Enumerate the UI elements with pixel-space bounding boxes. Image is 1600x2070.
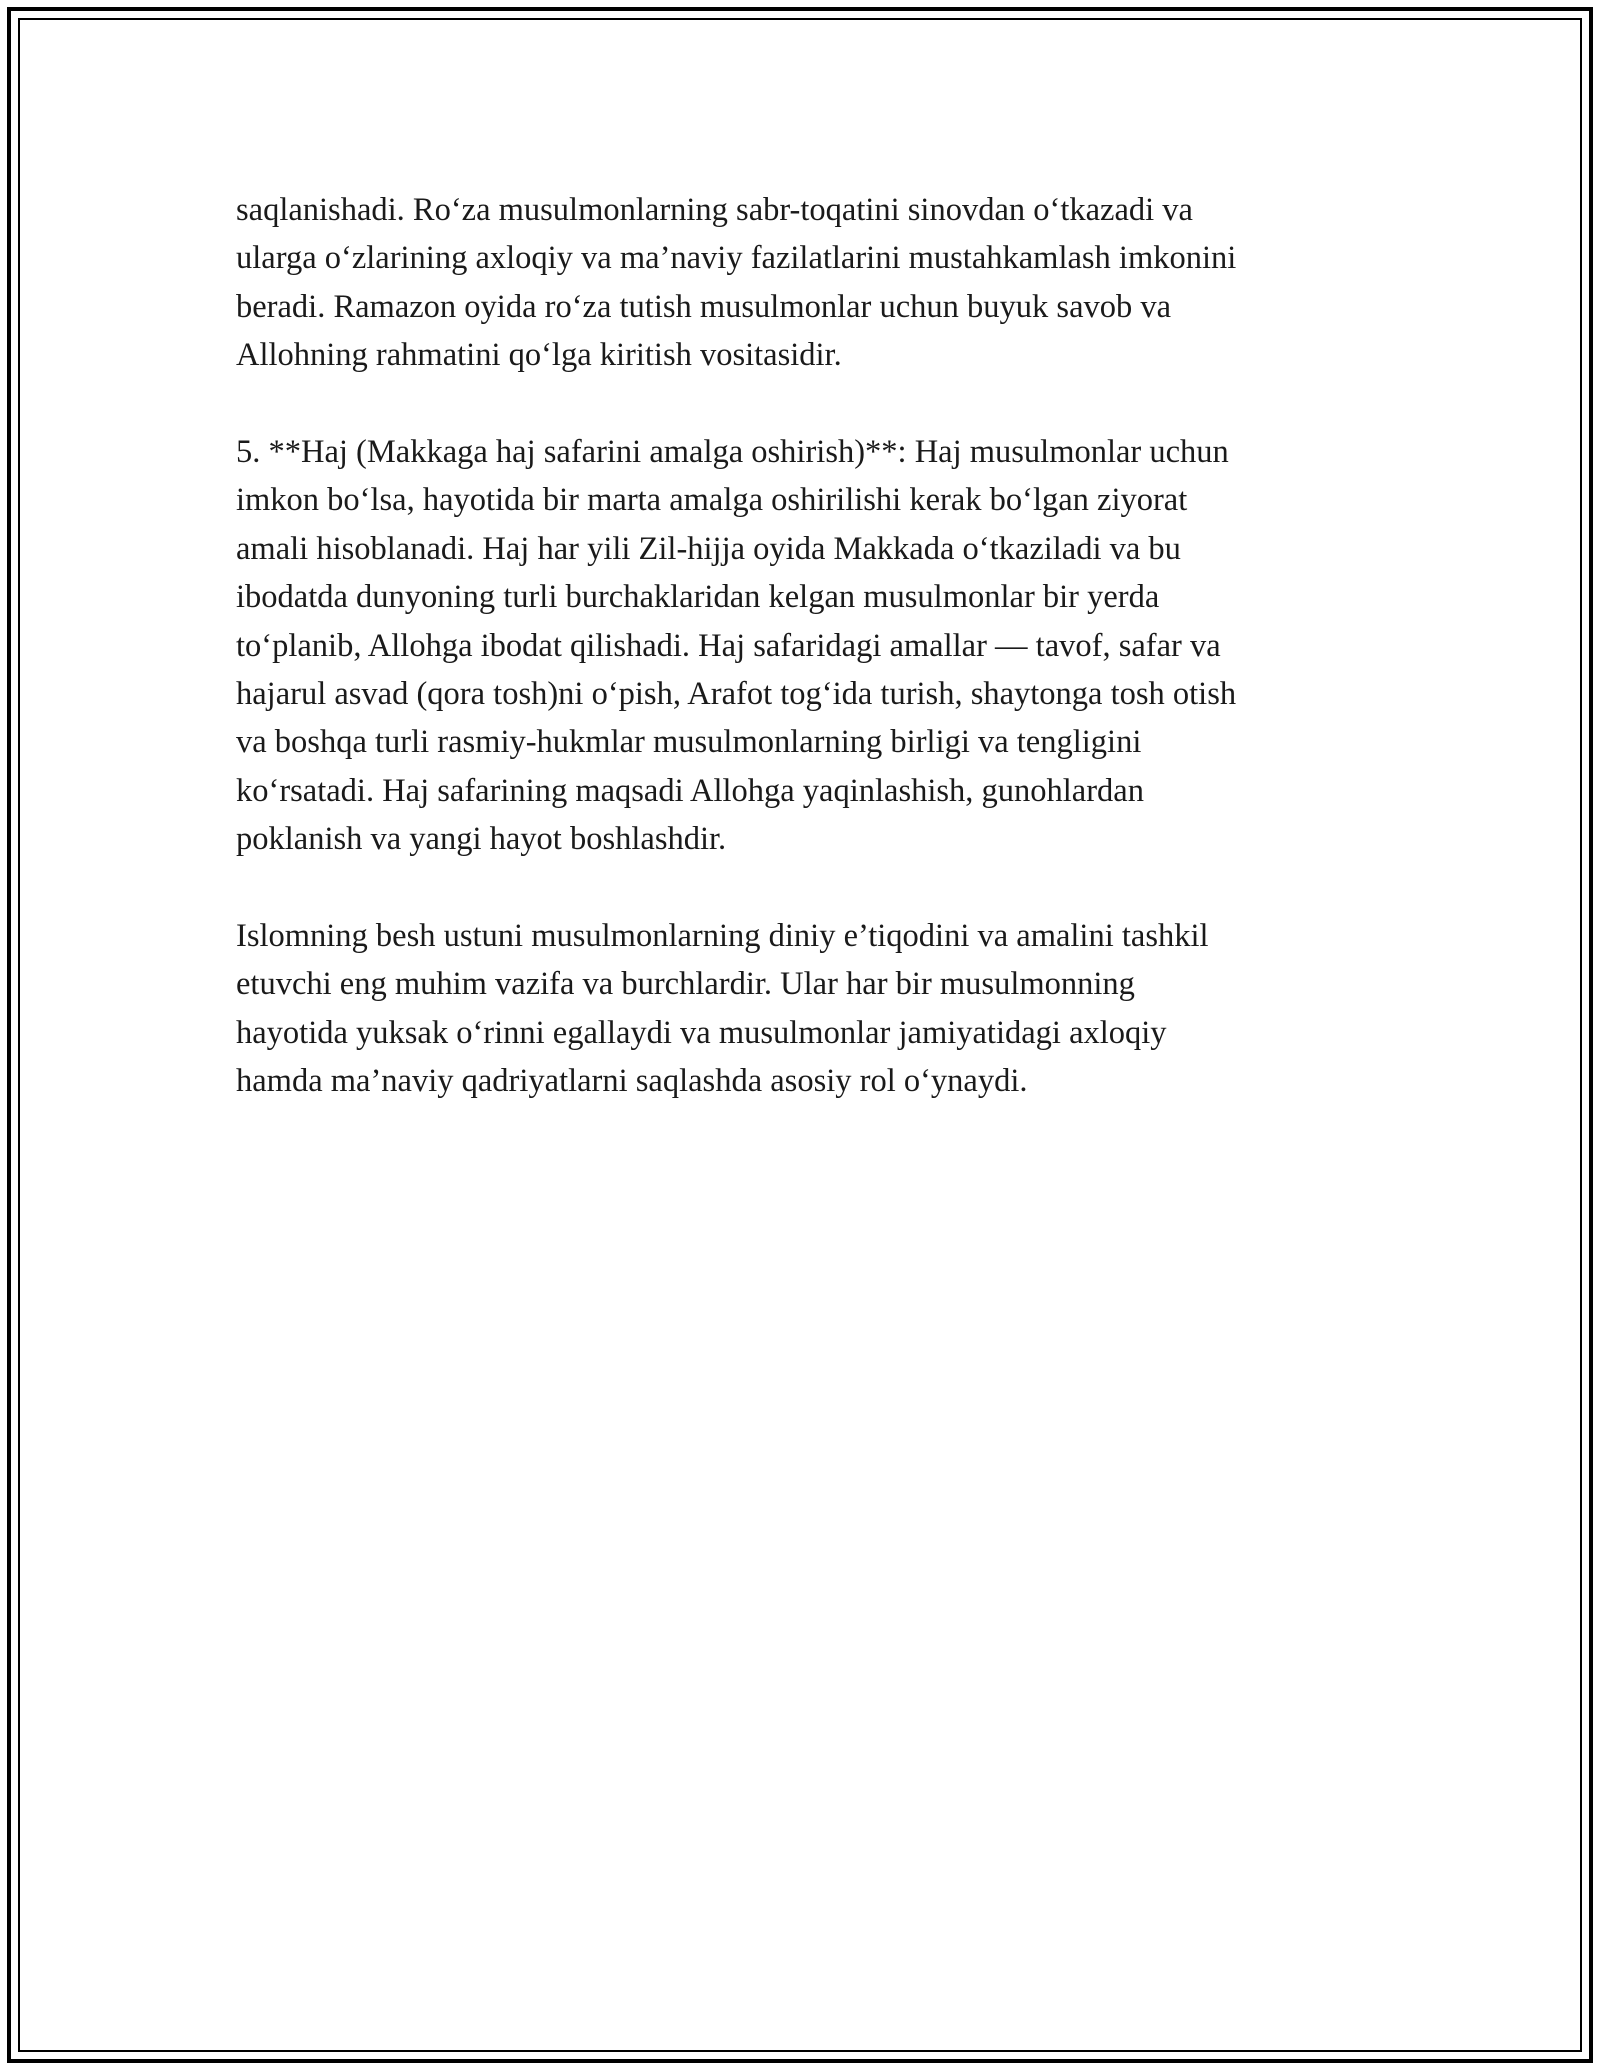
- text-line: hajarul asvad (qora tosh)ni o‘pish, Arafot tog‘ida turish, shaytonga tosh otish: [236, 676, 1237, 713]
- paragraph-haj: [236, 428, 1386, 864]
- text-line: imkon bo‘lsa, hayotida bir marta amalga oshirilishi kerak bo‘lgan ziyorat: [236, 482, 1188, 519]
- text-line: Allohning rahmatini qo‘lga kiritish vositasidir.: [236, 337, 842, 374]
- text-line: saqlanishadi. Ro‘za musulmonlarning sabr-toqatini sinovdan o‘tkazadi va: [236, 192, 1193, 228]
- text-line: 5. **Haj (Makkaga haj safarini amalga oshirish)**: Haj musulmonlar uchun: [236, 434, 1229, 471]
- document-body: [236, 186, 1386, 1154]
- text-line: Islomning besh ustuni musulmonlarning diniy e’tiqodini va amalini tashkil: [236, 918, 1209, 955]
- text-line: poklanish va yangi hayot boshlashdir.: [236, 821, 727, 858]
- paragraph-ramazon: [236, 186, 1386, 380]
- text-line: ibodatda dunyoning turli burchaklaridan kelgan musulmonlar bir yerda: [236, 579, 1160, 616]
- text-line: hayotida yuksak o‘rinni egallaydi va musulmonlar jamiyatidagi axloqiy: [236, 1014, 1167, 1051]
- text-line: va boshqa turli rasmiy-hukmlar musulmonlarning birligi va tengligini: [236, 724, 1142, 761]
- text-line: hamda ma’naviy qadriyatlarni saqlashda asosiy rol o‘ynaydi.: [236, 1063, 1028, 1100]
- paragraph-conclusion: [236, 912, 1386, 1106]
- text-line: beradi. Ramazon oyida ro‘za tutish musulmonlar uchun buyuk savob va: [236, 288, 1172, 325]
- text-line: etuvchi eng muhim vazifa va burchlardir. Ular har bir musulmonning: [236, 966, 1135, 1003]
- text-line: ko‘rsatadi. Haj safarining maqsadi Allohga yaqinlashish, gunohlardan: [236, 772, 1144, 809]
- text-line: ularga o‘zlarining axloqiy va ma’naviy fazilatlarini mustahkamlash imkonini: [236, 240, 1237, 277]
- text-line: amali hisoblanadi. Haj har yili Zil-hijja oyida Makkada o‘tkaziladi va bu: [236, 530, 1181, 567]
- text-line: to‘planib, Allohga ibodat qilishadi. Haj safaridagi amallar — tavof, safar va: [236, 627, 1221, 664]
